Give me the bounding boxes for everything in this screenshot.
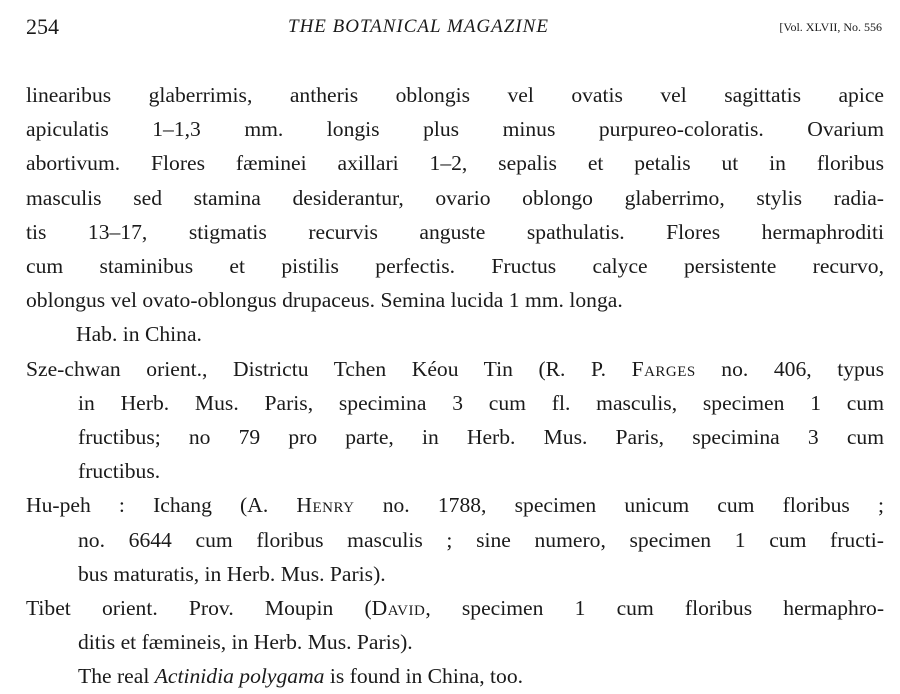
text-line: no. 6644 cum floribus masculis ; sine numero, specimen 1 cum fructi- xyxy=(78,527,884,552)
page-number: 254 xyxy=(26,14,59,39)
specimen-entry-sze-chwan xyxy=(26,352,884,386)
entry-text: Hu-peh : Ichang (A. xyxy=(26,493,297,518)
text-line: cum staminibus et pistilis perfectis. Fructus calyce persistente recurvo, xyxy=(26,254,884,279)
text-line: oblongus vel ovato-oblongus drupaceus. Semina lucida 1 mm. longa. xyxy=(26,288,623,313)
volume-info: [Vol. XLVII, No. 556 xyxy=(779,20,882,34)
body-text xyxy=(26,78,884,694)
species-name: Actinidia polygama xyxy=(154,664,325,689)
entry-text: no. 1788, specimen unicum cum floribus ; xyxy=(354,493,884,518)
text-line: fructibus. xyxy=(78,459,161,484)
text-line: bus maturatis, in Herb. Mus. Paris). xyxy=(78,561,386,586)
closing-note xyxy=(26,659,884,693)
specimen-entry-hu-peh xyxy=(26,488,884,522)
collector-name: Farges xyxy=(631,356,696,381)
text-line: ditis et fæmineis, in Herb. Mus. Paris). xyxy=(78,630,413,655)
entry-text: no. 406, typus xyxy=(695,356,884,381)
collector-name: Henry xyxy=(296,493,355,518)
text-line: apiculatis 1–1,3 mm. longis plus minus purpureo-coloratis. Ovarium xyxy=(26,117,884,142)
collector-name: David xyxy=(371,596,426,621)
text-line: fructibus; no 79 pro parte, in Herb. Mus. Paris, specimina 3 cum xyxy=(78,425,884,450)
running-header xyxy=(26,14,882,44)
text-line: masculis sed stamina desiderantur, ovario oblongo glaberrimo, stylis radia- xyxy=(26,185,884,210)
entry-text: Sze-chwan orient., Districtu Tchen Kéou Tin (R. P. xyxy=(26,356,632,381)
text-line: in Herb. Mus. Paris, specimina 3 cum fl. masculis, specimen 1 cum xyxy=(78,390,884,415)
text-line: linearibus glaberrimis, antheris oblongis vel ovatis vel sagittatis apice xyxy=(26,83,884,107)
specimen-entry-tibet xyxy=(26,591,884,625)
text-line: tis 13–17, stigmatis recurvis anguste spathulatis. Flores hermaphroditi xyxy=(26,219,884,244)
entry-text: , specimen 1 cum floribus hermaphro- xyxy=(425,596,885,621)
habitat-line: Hab. in China. xyxy=(76,322,202,347)
text-line: abortivum. Flores fæminei axillari 1–2, sepalis et petalis ut in floribus xyxy=(26,151,884,176)
entry-text: Tibet orient. Prov. Moupin ( xyxy=(26,596,372,621)
entry-text: is found in China, too. xyxy=(324,664,524,689)
entry-text: The real xyxy=(78,664,155,689)
journal-title: THE BOTANICAL MAGAZINE xyxy=(288,16,549,37)
